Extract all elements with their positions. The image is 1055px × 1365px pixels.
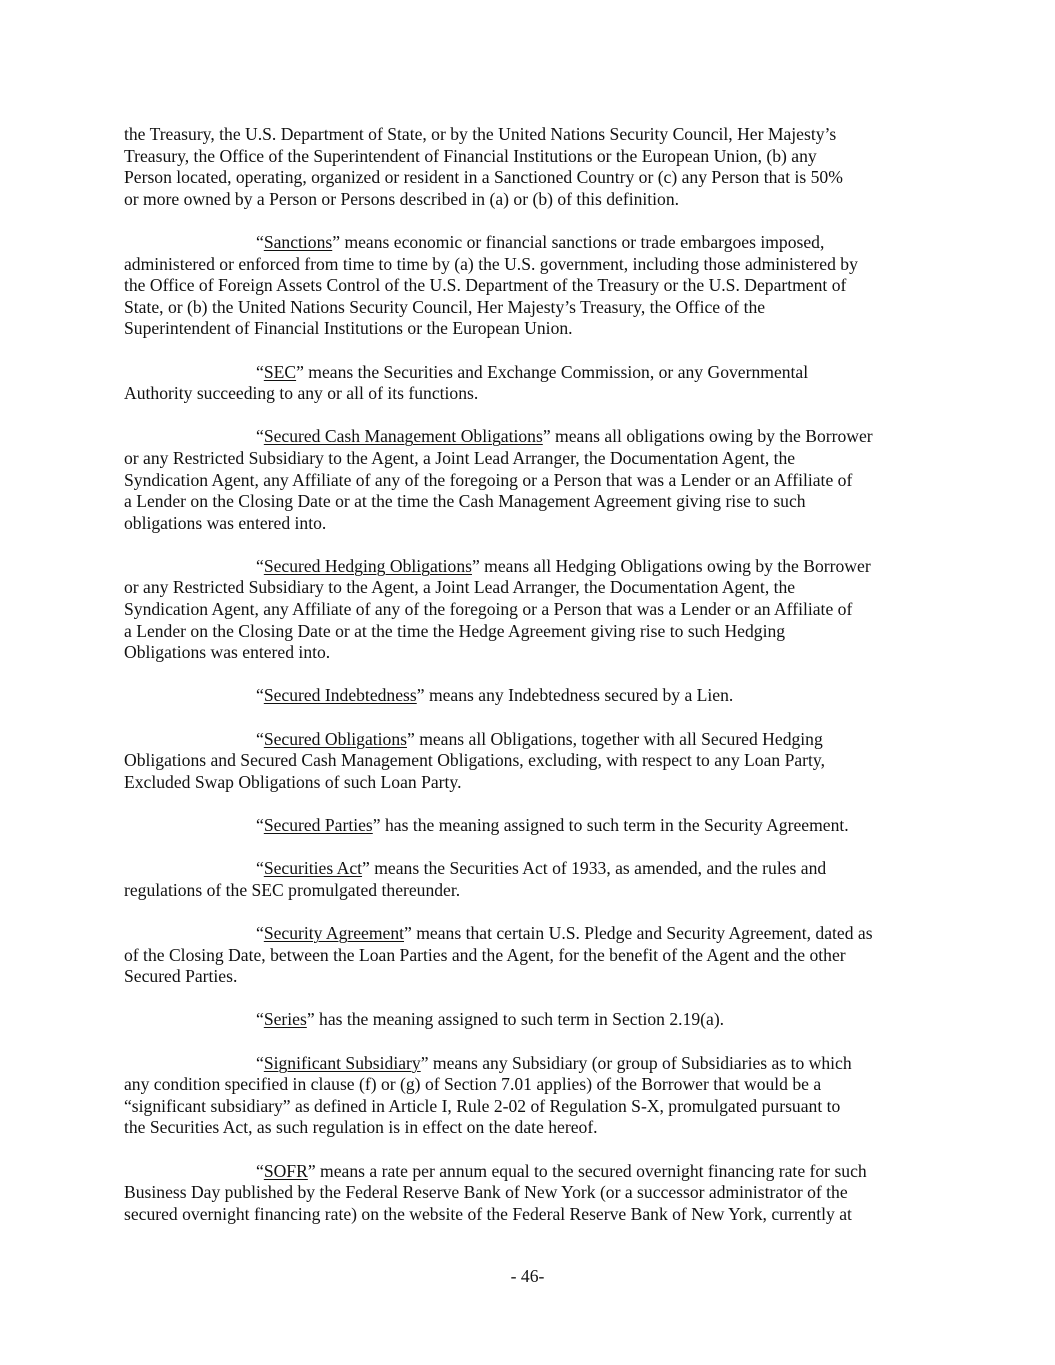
text-line: or more owned by a Person or Persons described in (a) or (b) of this definition. [124, 188, 680, 209]
defined-term: Securities Act [263, 858, 363, 879]
text-line: Obligations and Secured Cash Management Obligations, excluding, with respect to any Loan Party, [124, 750, 825, 771]
text-line: “Secured Obligations” means all Obligations, together with all Secured Hedging [256, 728, 823, 749]
text-line: Secured Parties. [124, 966, 238, 987]
definition-secured-cash-management-obligations [124, 426, 924, 534]
text-line: the Treasury, the U.S. Department of State, or by the United Nations Security Council, Her Majesty’s [124, 124, 837, 144]
text-line: Obligations was entered into. [124, 642, 331, 663]
defined-term: Secured Parties [263, 815, 373, 835]
defined-term: Secured Indebtedness [263, 685, 417, 706]
definition-securities-act [124, 858, 924, 901]
text-line: Syndication Agent, any Affiliate of any of the foregoing or a Person that was a Lender or an Affiliate of [124, 599, 853, 620]
defined-term: SEC [263, 361, 297, 382]
defined-term: Secured Cash Management Obligations [263, 426, 543, 447]
text-line: Business Day published by the Federal Reserve Bank of New York (or a successor administrator of the [124, 1182, 848, 1203]
defined-term: Series [263, 1009, 307, 1030]
text-line: Person located, operating, organized or resident in a Sanctioned Country or (c) any Person that is 50% [124, 167, 843, 188]
defined-term: Significant Subsidiary [263, 1052, 421, 1073]
defined-term: Secured Obligations [263, 728, 407, 749]
text-line: administered or enforced from time to time by (a) the U.S. government, including those administered by [124, 253, 858, 274]
definition-secured-parties [124, 815, 924, 837]
text-line: any condition specified in clause (f) or (g) of Section 7.01 applies) of the Borrower that would be a [124, 1074, 822, 1095]
definition-significant-subsidiary [124, 1053, 924, 1139]
definition-security-agreement [124, 923, 924, 988]
text-line: Treasury, the Office of the Superintendent of Financial Institutions or the European Union, (b) any [124, 145, 817, 166]
text-line: a Lender on the Closing Date or at the time the Hedge Agreement giving rise to such Hedging [124, 620, 786, 641]
definition-series [124, 1009, 924, 1031]
text-line: the Office of Foreign Assets Control of the U.S. Department of the Treasury or the U.S. Department of [124, 275, 847, 296]
defined-term: Sanctions [263, 231, 333, 252]
text-line: “Secured Parties” has the meaning assigned to such term in the Security Agreement. [256, 815, 849, 835]
text-line: “SEC” means the Securities and Exchange Commission, or any Governmental [256, 361, 809, 382]
text-line: “Series” has the meaning assigned to such term in Section 2.19(a). [256, 1009, 725, 1030]
text-line: or any Restricted Subsidiary to the Agent, a Joint Lead Arranger, the Documentation Agent, the [124, 447, 796, 468]
text-line: secured overnight financing rate) on the website of the Federal Reserve Bank of New York, currently at [124, 1203, 852, 1224]
text-line: “Secured Indebtedness” means any Indebtedness secured by a Lien. [256, 685, 734, 706]
text-line: the Securities Act, as such regulation is in effect on the date hereof. [124, 1117, 598, 1138]
defined-term: Secured Hedging Obligations [263, 555, 472, 576]
text-line: a Lender on the Closing Date or at the time the Cash Management Agreement giving rise to such [124, 491, 806, 512]
document-page [124, 124, 924, 1247]
definition-secured-obligations [124, 729, 924, 794]
page-number: - 46- [510, 1266, 545, 1286]
text-line: obligations was entered into. [124, 512, 327, 533]
text-line: regulations of the SEC promulgated thereunder. [124, 879, 461, 900]
text-line: “Secured Cash Management Obligations” means all obligations owing by the Borrower [256, 426, 873, 447]
text-line: Superintendent of Financial Institutions or the European Union. [124, 318, 573, 339]
text-line: “Significant Subsidiary” means any Subsidiary (or group of Subsidiaries as to which [256, 1052, 852, 1073]
text-line: Syndication Agent, any Affiliate of any of the foregoing or a Person that was a Lender or an Affiliate of [124, 469, 853, 490]
defined-term: Security Agreement [263, 922, 405, 943]
text-line: “Secured Hedging Obligations” means all Hedging Obligations owing by the Borrower [256, 555, 871, 576]
definition-sanctioned-person-continuation [124, 124, 924, 210]
text-line: “Securities Act” means the Securities Act of 1933, as amended, and the rules and [256, 858, 827, 879]
definition-secured-indebtedness [124, 685, 924, 707]
definition-secured-hedging-obligations [124, 556, 924, 664]
text-line: “SOFR” means a rate per annum equal to the secured overnight financing rate for such [256, 1160, 867, 1181]
text-line: “significant subsidiary” as defined in Article I, Rule 2-02 of Regulation S-X, promulgated pursuant to [124, 1095, 841, 1116]
text-line: Excluded Swap Obligations of such Loan Party. [124, 771, 462, 792]
definition-sofr [124, 1161, 924, 1226]
text-line: Authority succeeding to any or all of its functions. [124, 383, 479, 404]
text-line: “Sanctions” means economic or financial sanctions or trade embargoes imposed, [256, 231, 825, 252]
definition-sanctions [124, 232, 924, 340]
text-line: of the Closing Date, between the Loan Parties and the Agent, for the benefit of the Agent and the other [124, 944, 846, 965]
text-line: “Security Agreement” means that certain U.S. Pledge and Security Agreement, dated as [256, 922, 873, 943]
defined-term: SOFR [263, 1160, 308, 1181]
text-line: or any Restricted Subsidiary to the Agent, a Joint Lead Arranger, the Documentation Agent, the [124, 577, 796, 598]
definition-sec [124, 362, 924, 405]
text-line: State, or (b) the United Nations Security Council, Her Majesty’s Treasury, the Office of the [124, 296, 766, 317]
